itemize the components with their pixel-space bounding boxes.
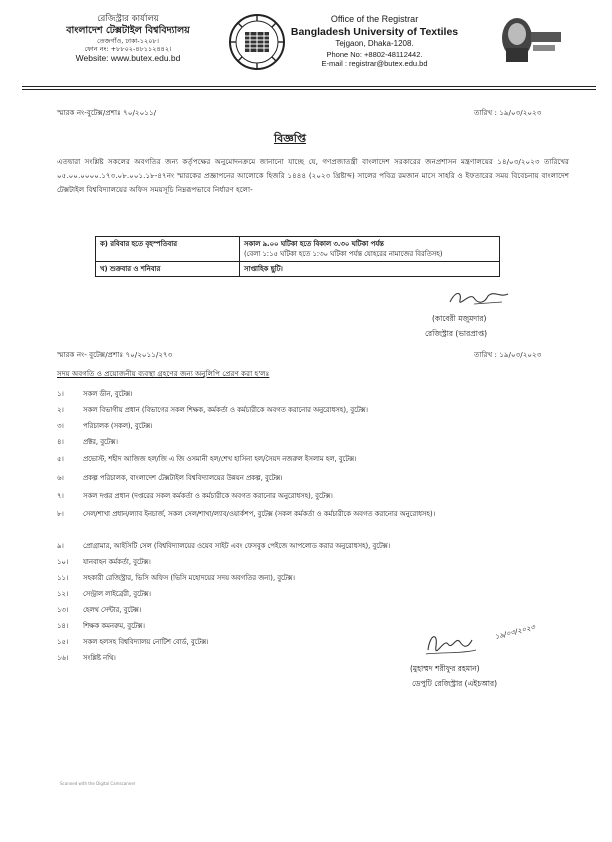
deputy-registrar-name: (মুহাম্মদ শরীফুর রহমান) [410,664,480,673]
schedule-row [96,262,500,277]
university-seal-logo [228,12,286,72]
notice-title: বিজ্ঞপ্তি [274,132,306,145]
copy-memo-number: স্মারক নং- বুটেক্স/প্রশাঃ ৭০/২০১১/২৭৩ [57,350,173,359]
schedule-row [96,237,500,262]
copy-heading: সদয় অবগতি ও প্রয়োজনীয় ব্যবস্থা গ্রহণের জন্য অনুলিপি প্রেরণ করা হ'লঃ [57,369,270,378]
schedule-time [240,237,500,262]
bn-office-name: রেজিস্ট্রার কার্যালয় [97,14,159,24]
header-divider-top [22,86,596,87]
schedule-day: ক) রবিবার হতে বৃহস্পতিবার [96,237,240,262]
en-email: E-mail : registrar@butex.edu.bd [321,59,428,69]
en-university-name: Bangladesh University of Textiles [290,25,459,38]
bn-university-name: বাংলাদেশ টেক্সটাইল বিশ্ববিদ্যালয় [66,24,190,36]
bn-address: তেজগাঁও, ঢাকা-১২০৮। [97,36,159,45]
header-english-block [282,14,467,69]
bn-phone: ফোন নং: +৮৮০২-৪৮১১২৪৪২। [84,44,172,53]
notice-body: এতদ্বারা সংশ্লিষ্ট সকলের অবগতির জন্য কর্তৃপক্ষের অনুমোদনক্রমে জানানো যাচ্ছে যে, গণপ্রজাতন্ত্রী বাংলাদেশ সরকারের জনপ্রশাসন মন্ত্রণালয়ের ১৪/০৩/২০২৩ তারিখের ০৫.০০.০০০০.১৭৩.০৮.০০১.১৮-৪৭নং স্মারকের প্রজ্ঞাপনের আলোকে হিজরি ১৪৪৪ (২০২৩ খ্রিষ্টাব্দ) সালের পবিত্র রমজান মাসে সাহরি ও ইফতারের সময় বিবেচনায় বাংলাদেশ টেক্সটাইল বিশ্ববিদ্যালয়ের অফিস সময়সূচি নিম্নরূপভাবে নির্ধারণ হলো- [57,157,569,194]
registrar-title: রেজিস্ট্রার (ভারপ্রাপ্ত) [425,329,488,338]
schedule-time-main: সকাল ৯.০০ ঘটিকা হতে বিকাল ৩.৩০ ঘটিকা পর্যন্ত [244,240,384,248]
header-divider-bottom [22,89,596,90]
mujib-centenary-logo [497,12,565,66]
memo-number: স্মারক নং-বুটেক্স/প্রশাঃ ৭০/২০১১/ [57,108,157,117]
schedule-time: সাপ্তাহিক ছুটি। [240,262,500,277]
registrar-name: (কাবেরী মজুমদার) [432,314,487,323]
en-phone: Phone No: +8802-48112442. [326,49,423,59]
en-office-name: Office of the Registrar [330,14,419,24]
schedule-day: খ) শুক্রবার ও শনিবার [96,262,240,277]
copy-memo-date: তারিখ : ১৯/০৩/২০২৩ [474,350,542,359]
website: Website: www.butex.edu.bd [75,52,181,63]
schedule-time-note: (বেলা ১:১৫ ঘটিকা হতে ১:৩০ ঘটিকা পর্যন্ত যোহরের নামাজের বিরতিসহ) [244,250,443,258]
signature-date: ১৯/০৩/২০২৩ [494,623,536,641]
header-bangla-block [28,14,228,63]
scan-footer-note: Scanned with the Digital Camscanner [60,781,136,786]
memo-date: তারিখ : ১৯/০৩/২০২৩ [474,108,542,117]
registrar-signature [444,288,514,310]
en-address: Tejgaon, Dhaka-1208. [335,39,414,49]
deputy-registrar-title: ডেপুটি রেজিস্ট্রার (এইচআর) [412,679,498,688]
office-schedule-table [95,236,500,277]
